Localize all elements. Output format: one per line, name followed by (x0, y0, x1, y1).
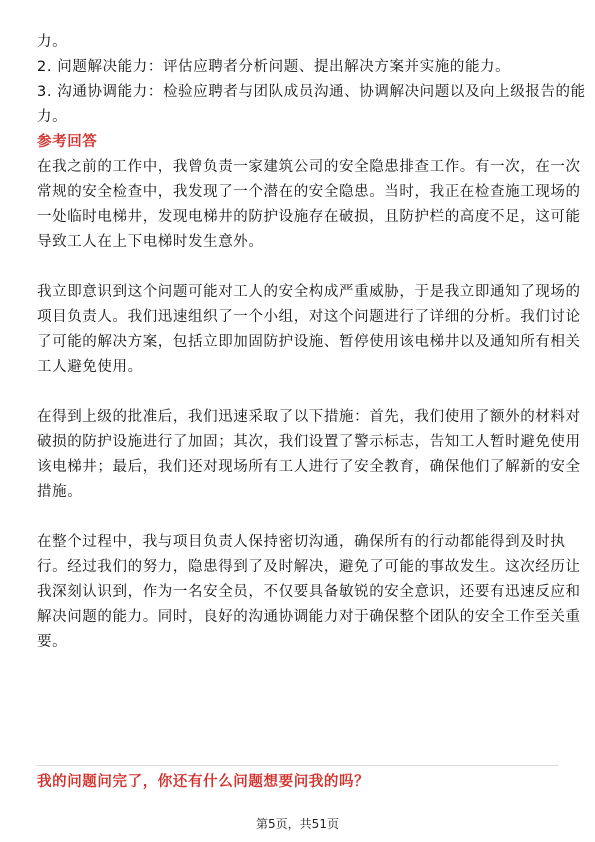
intro-section (37, 30, 586, 130)
paragraph-2 (37, 280, 581, 380)
text-line: 2. 问题解决能力：评估应聘者分析问题、提出解决方案并实施的能力。 (37, 59, 511, 75)
paragraph-gap (37, 255, 557, 280)
text-line: 力。 (37, 109, 68, 125)
text-line: 一处临时电梯井，发现电梯井的防护设施存在破损，且防护栏的高度不足，这可能 (37, 209, 581, 225)
text-line: 项目负责人。我们迅速组织了一个小组，对这个问题进行了详细的分析。我们讨论 (37, 309, 581, 325)
text-line: 力。 (37, 34, 68, 50)
text-line: 在整个过程中，我与项目负责人保持密切沟通，确保所有的行动都能得到及时执 (37, 534, 566, 550)
section-divider (37, 765, 558, 766)
closing-question: 我的问题问完了，你还有什么问题想要问我的吗？ (37, 774, 370, 790)
text-line: 我深刻认识到，作为一名安全员，不仅要具备敏锐的安全意识，还要有迅速反应和 (37, 584, 581, 600)
text-line: 3. 沟通协调能力：检验应聘者与团队成员沟通、协调解决问题以及向上级报告的能 (37, 84, 586, 100)
paragraph-gap (37, 380, 557, 405)
paragraph-1 (37, 155, 581, 255)
text-line: 常规的安全检查中，我发现了一个潜在的安全隐患。当时，我正在检查施工现场的 (37, 184, 581, 200)
text-line: 在我之前的工作中，我曾负责一家建筑公司的安全隐患排查工作。有一次，在一次 (37, 159, 581, 175)
text-line: 我立即意识到这个问题可能对工人的安全构成严重威胁，于是我立即通知了现场的 (37, 284, 581, 300)
text-line: 要。 (37, 634, 68, 650)
text-line: 在得到上级的批准后，我们迅速采取了以下措施：首先，我们使用了额外的材料对 (37, 409, 581, 425)
text-line: 措施。 (37, 484, 83, 500)
page-footer: 第5页，共51页 (256, 817, 339, 831)
answer-heading: 参考回答 (37, 134, 98, 150)
page-content (37, 30, 586, 655)
paragraph-3 (37, 405, 581, 505)
text-line: 解决问题的能力。同时，良好的沟通协调能力对于确保整个团队的安全工作至关重 (37, 609, 581, 625)
paragraph-gap (37, 505, 557, 530)
text-line: 该电梯井；最后，我们还对现场所有工人进行了安全教育，确保他们了解新的安全 (37, 459, 581, 475)
text-line: 工人避免使用。 (37, 359, 143, 375)
paragraph-4 (37, 530, 581, 655)
text-line: 导致工人在上下电梯时发生意外。 (37, 234, 264, 250)
text-line: 破损的防护设施进行了加固；其次，我们设置了警示标志，告知工人暂时避免使用 (37, 434, 581, 450)
text-line: 了可能的解决方案，包括立即加固防护设施、暂停使用该电梯井以及通知所有相关 (37, 334, 581, 350)
text-line: 行。经过我们的努力，隐患得到了及时解决，避免了可能的事故发生。这次经历让 (37, 559, 581, 575)
